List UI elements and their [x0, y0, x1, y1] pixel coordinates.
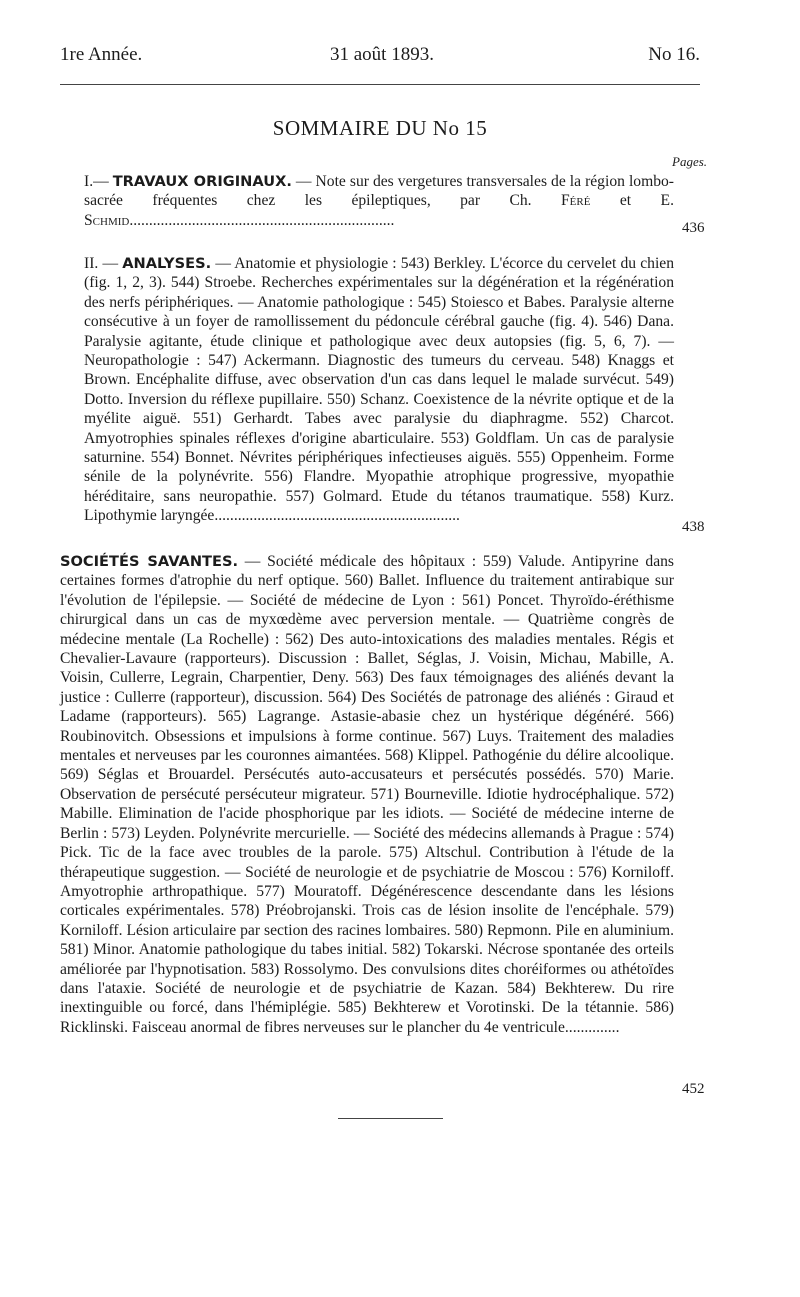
section-heading: SOCIÉTÉS SAVANTES. — [60, 553, 239, 570]
section-number: I.— — [84, 173, 113, 190]
author-name: Schmid — [84, 211, 130, 229]
section-text: — Société médicale des hôpitaux : 559) Valude. Antipyrine dans certaines formes d'atrophie du nerf optique. 560) Ballet. Influence du traitement antirabique sur l'évolution de l'épilepsie. — Société de médecine de Lyon : 561) Poncet. Thyroïdo-éréthisme chirurgical dans un cas de myxœdème avec perversion mentale. — Quatrième congrès de médecine mentale (La Rochelle) : 562) Des auto-intoxications des maladies mentales. Régis et Chevalier-Lavaure (rapporteurs). Discussion : Ballet, Séglas, J. Voisin, Michau, Mabille, A. Voisin, Cullerre, Legrain, Charpentier, Deny. 563) Des faux témoignages des aliénés devant la justice : Cullerre (rapporteur), discussion. 564) Des Sociétés de patronage des aliénés : Giraud et Ladame (rapporteurs). 565) Lagrange. Astasie-abasie chez un hystérique dégénéré. 566) Roubinovitch. Obsessions et impulsions à forme continue. 567) Luys. Traitement des maladies mentales et nerveuses par les couronnes aimantées. 568) Klippel. Pathogénie du délire alcoolique. 569) Séglas et Brouardel. Persécutés auto-accusateurs et persécutés possédés. 570) Marie. Observation de persécuté persécuteur migrateur. 571) Bourneville. Idiotie hydrocéphalique. 572) Mabille. Elimination de l'acide phosphorique par les idiots. — Société de médecine interne de Berlin : 573) Leyden. Polynévrite mercurielle. — Société des médecins allemands à Prague : 574) Pick. Tic de la face avec troubles de la parole. 575) Altschul. Contribution à l'étude de la thérapeutique suggestion. — Société de neurologie et de psychiatrie de Moscou : 576) Korniloff. Amyotrophie arthropathique. 577) Mouratoff. Dégénérescence descendante dans les lésions corticales expérimentales. 578) Préobrojanski. Trois cas de lésion insolite de l'encéphale. 579) Korniloff. Lésion articulaire par section des racines lombaires. 580) Repmonn. Pile en aluminium. 581) Minor. Anatomie pathologique du tabes initial. 582) Tokarski. Nécrose spontanée des orteils améliorée par l'hypnotisation. 583) Rossolymo. Des convulsions dites choréiformes ou athétoïdes dans l'ataxie. Société de neurologie et de psychiatrie de Kazan. 584) Bekhterew. Du rire inextinguible ou forcé, dans l'hémiplégie. 585) Bekhterew et Vorotinski. De la tétannie. 586) Ricklinski. Faisceau anormal de fibres nerveuses sur le plancher du 4e ventricule.............. — [60, 553, 674, 1036]
page-number: 438 — [682, 519, 705, 535]
section-analyses — [84, 254, 674, 526]
leader-dots: .................................................................... — [129, 211, 395, 229]
pages-column-label: Pages. — [672, 154, 708, 169]
header-rule — [60, 84, 700, 85]
section-heading: TRAVAUX ORIGINAUX. — [112, 173, 292, 190]
section-text: et E. — [590, 192, 674, 210]
page-header — [60, 44, 700, 74]
closing-rule — [338, 1118, 443, 1119]
section-number: II. — — [84, 255, 123, 272]
page-number: 452 — [682, 1081, 705, 1097]
section-text: — Note sur des vergetures transversales de la région lombo-sacrée fréquentes chez les épileptiques, par Ch. — [84, 173, 674, 210]
section-heading: ANALYSES. — [122, 255, 212, 272]
section-travaux-originaux — [84, 172, 674, 230]
header-year: 1re Année. — [60, 44, 143, 65]
header-issue-number: No 16. — [648, 44, 700, 65]
page-number: 436 — [682, 220, 705, 236]
section-societes-savantes — [60, 552, 674, 1037]
header-date: 31 août 1893. — [330, 44, 434, 65]
page-title: SOMMAIRE DU No 15 — [272, 116, 488, 140]
section-text: — Anatomie et physiologie : 543) Berkley. L'écorce du cervelet du chien (fig. 1, 2, 3). 544) Stroebe. Recherches expérimentales sur la dégénération et la régénération des nerfs périphériques. — Anatomie pathologique : 545) Stoiesco et Babes. Paralysie alterne consécutive à un foyer de ramollissement du pédoncule cérébral gauche (fig. 4). 546) Dana. Paralysie agitante, étude clinique et pathologique avec deux autopsies (fig. 5, 6, 7). — Neuropathologie : 547) Ackermann. Diagnostic des tumeurs du cerveau. 548) Knaggs et Brown. Encéphalite diffuse, avec observation d'un cas dans lequel le malade survécut. 549) Dotto. Inversion du réflexe pupillaire. 550) Schanz. Coexistence de la névrite optique et de la myélite aiguë. 551) Gerhardt. Tabes avec paralysie du diaphragme. 552) Charcot. Amyotrophies spinales réflexes d'origine abarticulaire. 553) Goldflam. Un cas de paralysie saturnine. 554) Bonnet. Névrites périphériques infectieuses aiguës. 555) Oppenheim. Forme sénile de la polynévrite. 556) Flandre. Myopathie atrophique progressive, myopathie héréditaire, sans neuropathie. 557) Golmard. Etude du tétanos traumatique. 558) Kurz. Lipothymie laryngée............................................................... — [84, 255, 674, 525]
author-name: Féré — [561, 192, 591, 210]
